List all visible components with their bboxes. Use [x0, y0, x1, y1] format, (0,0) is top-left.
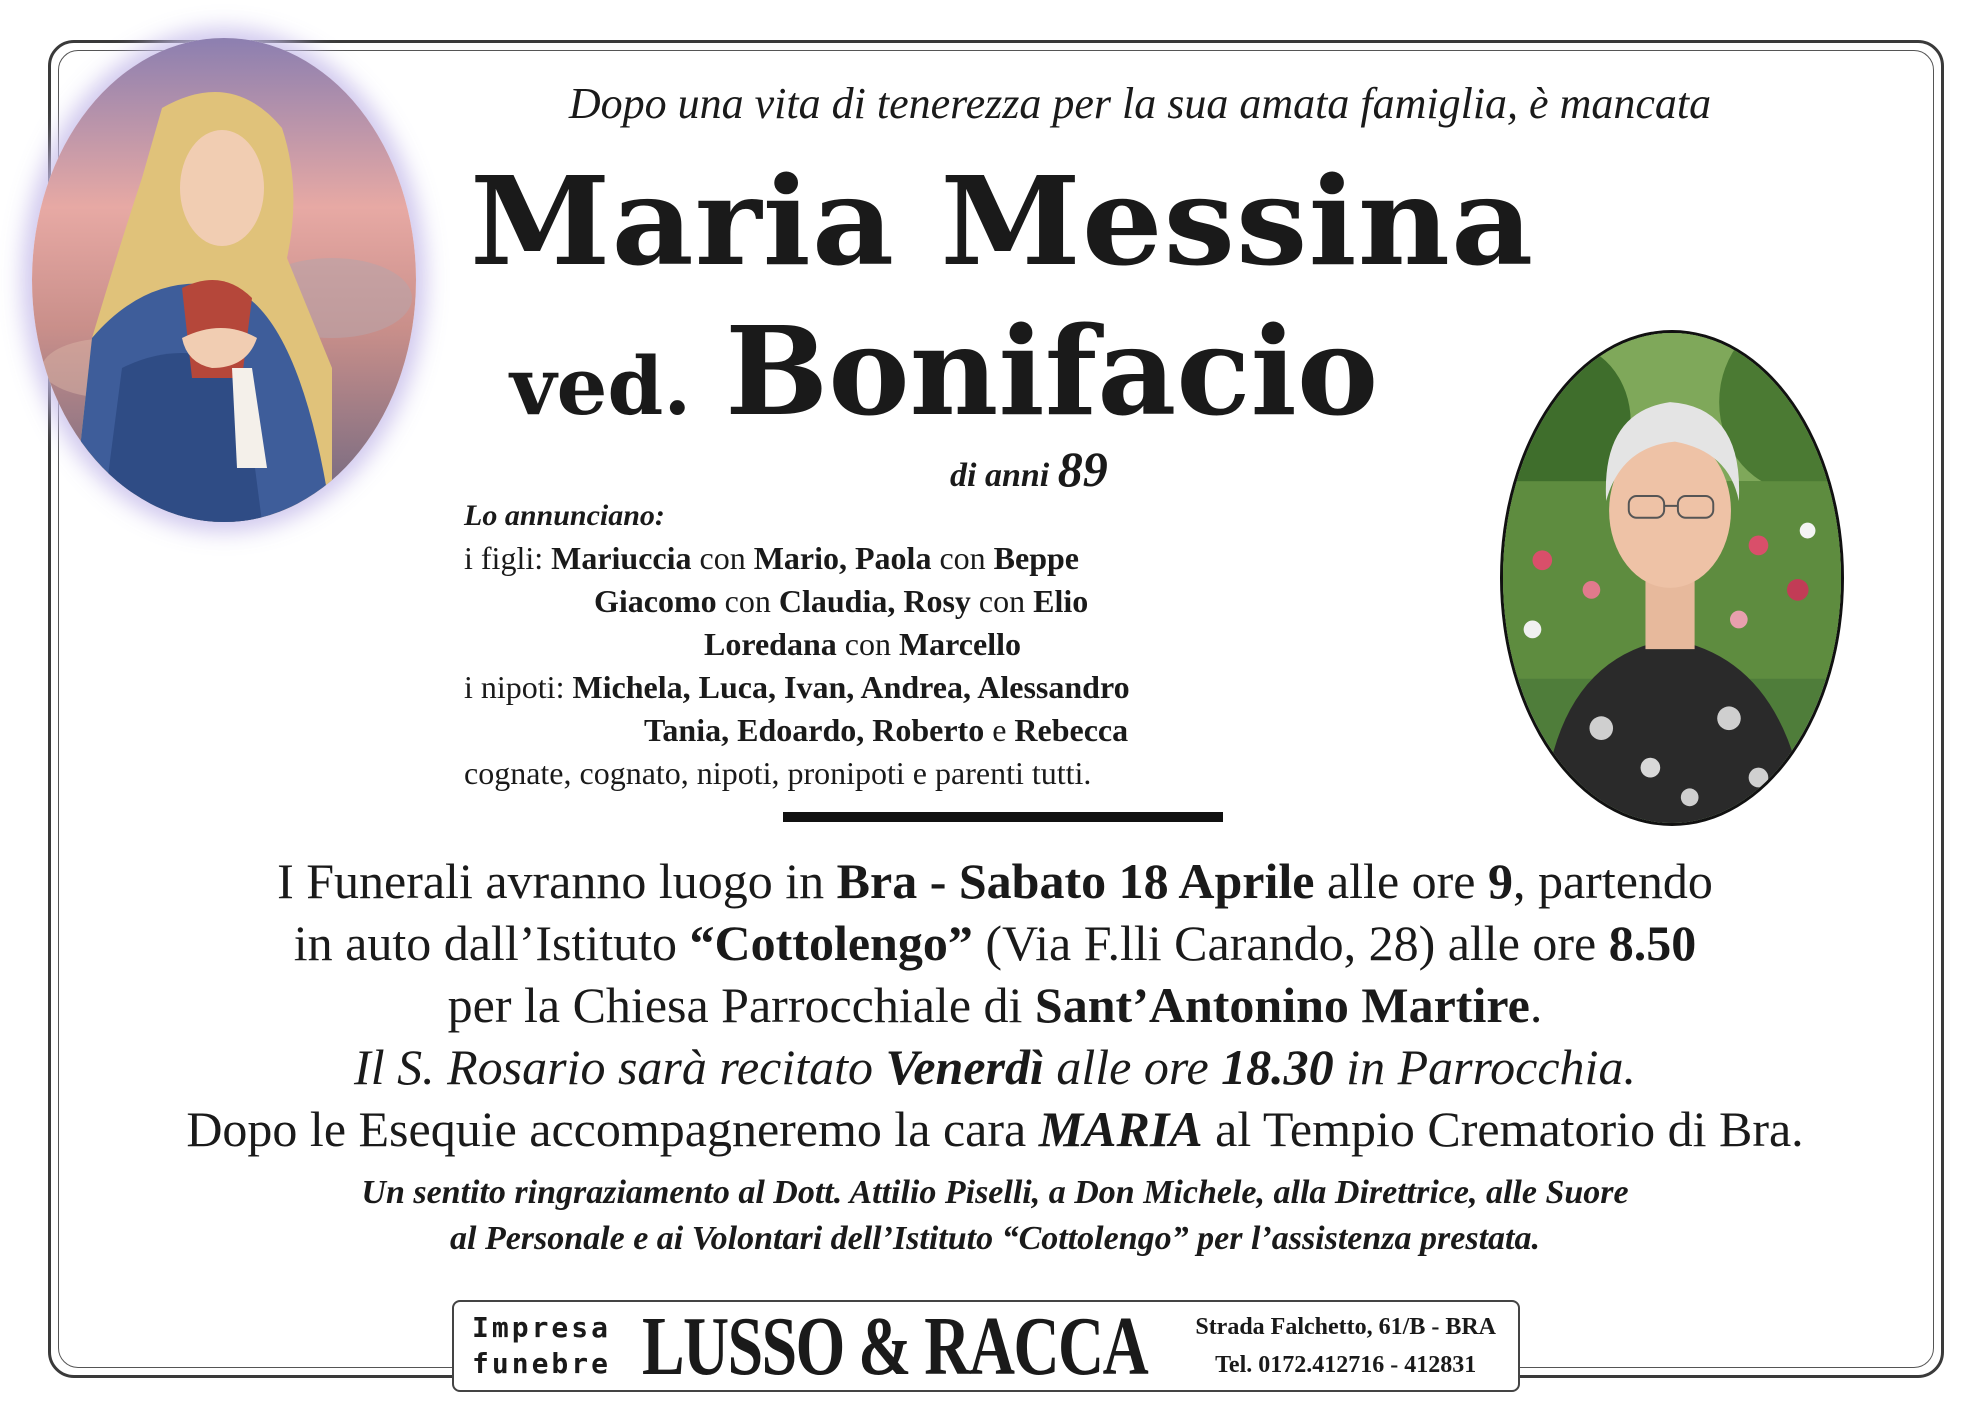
portrait-photo — [1500, 330, 1844, 826]
impresa-line: Impresa — [472, 1311, 612, 1344]
nipoti-label: i nipoti: — [464, 669, 565, 705]
name: Rosy — [903, 583, 971, 619]
conjunction: con — [978, 583, 1026, 619]
funeral-home-contacts — [1195, 1308, 1518, 1384]
name: Elio — [1033, 583, 1089, 619]
name: Mario, — [753, 540, 847, 576]
nipoti-names: Michela, Luca, Ivan, Andrea, Alessandro — [572, 669, 1130, 705]
thanks-line-2: al Personale e ai Volontari dell’Istituto “Cottolengo” per l’assistenza prestata. — [450, 1220, 1540, 1257]
text: I Funerali avranno luogo in — [277, 853, 837, 909]
thanks-line-1: Un sentito ringraziamento al Dott. Attilio Piselli, a Don Michele, alla Direttrice, alle Suore — [361, 1174, 1629, 1211]
divider-rule — [783, 812, 1223, 822]
ved-label: ved. — [510, 339, 692, 433]
text: in Parrocchia. — [1333, 1039, 1636, 1095]
text: Dopo le Esequie accompagneremo la cara — [186, 1101, 1039, 1157]
conjunction: con — [699, 540, 746, 576]
conjunction: con — [724, 583, 771, 619]
funeral-home-brand: LUSSO & RACCA — [642, 1299, 1148, 1393]
name: Claudia, — [778, 583, 896, 619]
church-name: Sant’Antonino Martire — [1034, 977, 1530, 1033]
cremation-line — [80, 1098, 1910, 1160]
conjunction: con — [939, 540, 986, 576]
funeral-line-3 — [80, 974, 1910, 1036]
deceased-name: Maria Messina — [470, 149, 1535, 293]
surname: Bonifacio — [725, 299, 1379, 443]
madonna-image — [32, 38, 416, 522]
name: Giacomo — [594, 583, 717, 619]
figli-line-3 — [464, 623, 1130, 666]
intro-text: Dopo una vita di tenerezza per la sua amata famiglia, è mancata — [568, 79, 1712, 128]
text: in auto dall’Istituto — [293, 915, 690, 971]
funebre-line: funebre — [472, 1347, 612, 1380]
nipoti-line-1 — [464, 666, 1130, 709]
nipoti-line-2 — [464, 709, 1130, 752]
time: 18.30 — [1221, 1039, 1334, 1095]
text: al Tempio Crematorio di Bra. — [1202, 1101, 1804, 1157]
time: 8.50 — [1608, 915, 1697, 971]
time: 9 — [1487, 853, 1513, 909]
other-relatives: cognate, cognato, nipoti, pronipoti e parenti tutti. — [464, 755, 1092, 791]
nipoti-names: Rebecca — [1014, 712, 1129, 748]
deceased-married-name — [510, 299, 1379, 443]
conjunction: con — [844, 626, 891, 662]
address: Strada Falchetto, 61/B - BRA — [1195, 1314, 1496, 1340]
deceased-first-name: MARIA — [1038, 1101, 1203, 1157]
name: Paola — [855, 540, 932, 576]
day: Venerdì — [885, 1039, 1044, 1095]
place-date: Bra - Sabato 18 Aprile — [836, 853, 1315, 909]
announcers-block — [464, 494, 1130, 795]
name: Loredana — [704, 626, 837, 662]
text: alle ore — [1314, 853, 1488, 909]
rosary-line — [80, 1036, 1910, 1098]
nipoti-names: Tania, Edoardo, Roberto — [644, 712, 985, 748]
name: Marcello — [898, 626, 1021, 662]
age — [950, 440, 1108, 498]
figli-line-1 — [464, 537, 1130, 580]
text: alle ore — [1043, 1039, 1222, 1095]
text: (Via F.lli Carando, 28) alle ore — [972, 915, 1609, 971]
funeral-line-1 — [80, 850, 1910, 912]
funeral-line-2 — [80, 912, 1910, 974]
thanks-block — [80, 1170, 1910, 1262]
impresa-label — [454, 1310, 642, 1382]
text: . — [1529, 977, 1543, 1033]
funeral-details — [80, 850, 1910, 1160]
institute-name: “Cottolengo” — [689, 915, 973, 971]
phone: Tel. 0172.412716 - 412831 — [1215, 1352, 1477, 1378]
figli-line-2 — [464, 580, 1130, 623]
announcers-header: Lo annunciano: — [464, 499, 665, 532]
name: Beppe — [993, 540, 1079, 576]
age-prefix: di anni — [950, 457, 1050, 494]
conjunction: e — [992, 712, 1007, 748]
figli-label: i figli: — [464, 540, 544, 576]
text: Il S. Rosario sarà recitato — [354, 1039, 886, 1095]
age-value: 89 — [1057, 441, 1108, 497]
text: per la Chiesa Parrocchiale di — [447, 977, 1035, 1033]
name: Mariuccia — [551, 540, 692, 576]
text: , partendo — [1512, 853, 1713, 909]
funeral-home-box — [452, 1300, 1520, 1392]
